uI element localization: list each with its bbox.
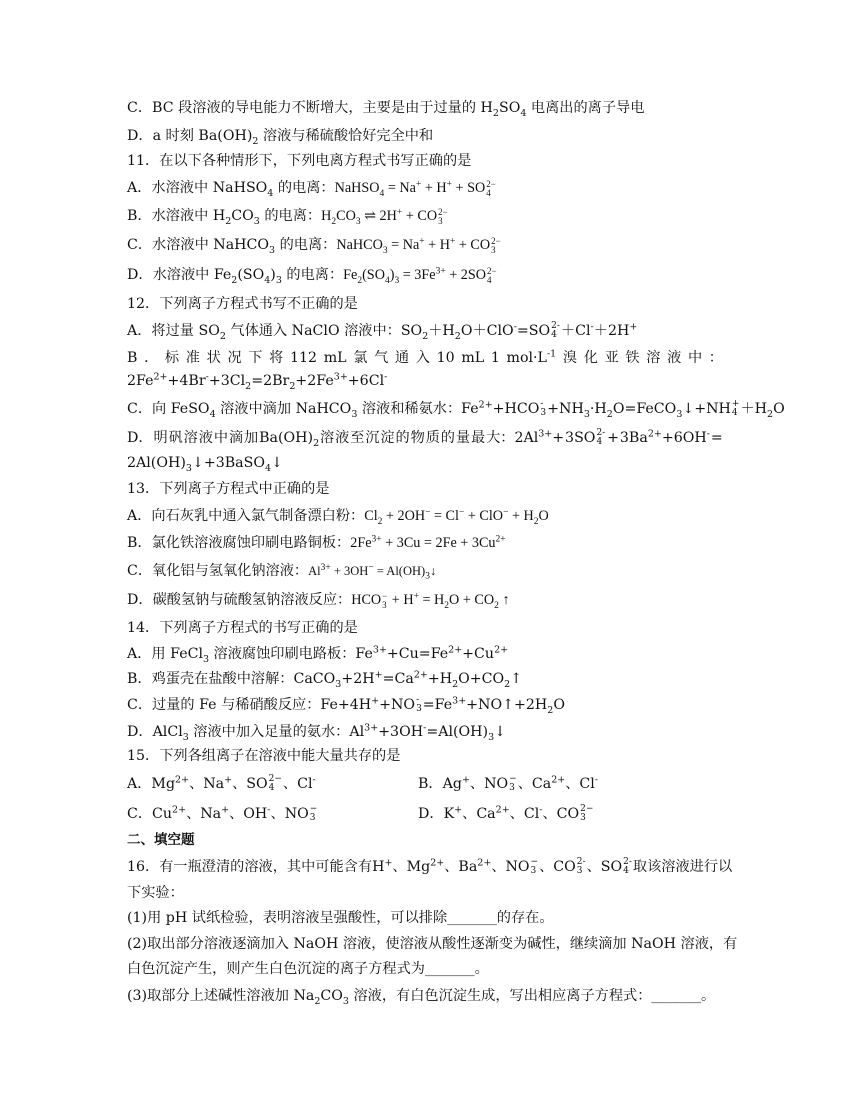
option-12c: C．向 FeSO$_4$ 溶液中滴加 NaHCO$_3$ 溶液和稀氨水：$Fe^{2+}+HCO$ - 3 $+NH_3\cdot H_2O=FeCO_3↓+NH$ + 4 $+H_2O$ (127, 399, 785, 420)
options-15-row2 (127, 804, 723, 824)
option-12a: A．将过量 $SO_2$ 气体通入 NaClO 溶液中：$SO_2+H_2O+ClO^-=SO$ 2- 4 ＋Cl-＋2H+ (127, 321, 638, 342)
option-14c: C．过量的 Fe 与稀硝酸反应：Fe+4H++NO - 3 $=Fe^{3+}+NO↑+2H_2O$ (127, 695, 565, 716)
section-heading: 二、填空题 (127, 832, 195, 848)
option-15c: C．$Cu^{2+}$、Na+、OH-、NO − 3 (127, 804, 318, 823)
question-16-part1: (1)用 pH 试纸检验，表明溶液呈强酸性，可以排除_______的存在。 (127, 910, 554, 926)
question-16-stem-cont: 下实验： (127, 885, 184, 901)
question-15-stem: 15．下列各组离子在溶液中能大量共存的是 (127, 748, 401, 764)
option-14d: D．AlCl$_3$ 溶液中加入足量的氨水：$Al^{3+}+3OH^-=Al(OH)_3↓$ (127, 722, 506, 743)
option-10c (127, 98, 644, 118)
option-13d: D．碳酸氢钠与硫酸氢钠溶液反应：HCO − 3 + $H^+ = H_2O + CO_2$ ↑ (127, 590, 510, 611)
option-11d: D．水溶液中 $Fe_2(SO_4)_3$ 的电离：$Fe_2(SO_4)_3 = 3Fe^{3+} + 2SO$ 2− 4 (127, 265, 497, 286)
option-11c: C．水溶液中 NaHCO$_3$ 的电离：NaHCO$_3$ = Na+ + H+ + CO 2− 3 (127, 235, 501, 256)
text-line: C．BC 段溶液的导电能力不断增大，主要是由于过量的 $H_2SO_4$ 电离出的离子导电 (127, 100, 645, 119)
option-11a: A．水溶液中 NaHSO$_4$ 的电离：NaHSO$_4$ = Na+ + H+ + SO 2− 4 (127, 178, 496, 199)
option-13c: C．氧化铝与氢氧化钠溶液：$Al^{3+} + 3OH^-$ = $Al(OH)_3↓$ (127, 562, 437, 582)
question-16-part2-cont: 白色沉淀产生，则产生白色沉淀的离子方程式为_______。 (127, 961, 489, 977)
question-11-stem: 11．在以下各种情形下，下列电离方程式书写正确的是 (127, 153, 472, 169)
option-15d: D．K+、$Ca^{2+}$、Cl-、CO 2− 3 (418, 804, 594, 823)
option-12b: B ． 标 准 状 况 下 将 112 mL 氯 气 通 入 10 mL 1 $mol\cdot L^{-1}$ 溴 化 亚 铁 溶 液 中 ： (127, 348, 723, 366)
option-12d-equation: $2Al(OH)_3↓+3BaSO_4↓$ (127, 455, 283, 474)
option-14a: A．用 FeCl$_3$ 溶液腐蚀印刷电路板：$Fe^{3+}+Cu=Fe^{2+}+Cu^{2+}$ (127, 644, 509, 665)
question-12-stem: 12．下列离子方程式书写不正确的是 (127, 296, 358, 312)
option-12b-equation: $2Fe^{2+}+4Br^-+3Cl_2=2Br_2+2Fe^{3+}+6Cl^-$ (127, 371, 388, 392)
question-16-stem: 16．有一瓶澄清的溶液，其中可能含有 H+、$Mg^{2+}$、$Ba^{2+}$、NO − 3 、CO 2- 3 、SO 2- 4 取该溶液进行以 (127, 857, 733, 876)
question-14-stem: 14．下列离子方程式的书写正确的是 (127, 620, 358, 636)
option-13a: A．向石灰乳中通入氯气制备漂白粉：$Cl_2 + 2OH^- = Cl^- + ClO^- + H_2O$ (127, 507, 549, 527)
option-14b: B．鸡蛋壳在盐酸中溶解：$CaCO_3+2H^+=Ca^{2+}+H_2O+CO_2↑$ (127, 669, 523, 690)
options-15-row1 (127, 774, 723, 794)
option-12d: D． 明 矾 溶 液 中 滴 加 $Ba(OH)_2$ 溶 液 至 沉 淀 的 物 质 的 量 最 大：$2Al^{3+}+$ 3SO 2- 4 + $3Ba^{2+}+6OH^-$ = (127, 428, 723, 449)
question-16-part2: (2)取出部分溶液逐滴加入 NaOH 溶液，使溶液从酸性逐渐变为碱性，继续滴加 NaOH 溶液，有 (127, 936, 738, 952)
option-10d: D．a 时刻 $Ba(OH)_2$ 溶液与稀硫酸恰好完全中和 (127, 128, 434, 147)
option-15b: B．Ag+、NO − 3 、$Ca^{2+}$、Cl- (418, 774, 599, 793)
question-13-stem: 13．下列离子方程式中正确的是 (127, 481, 330, 497)
option-13b: B．氯化铁溶液腐蚀印刷电路铜板：$2Fe^{3+} + 3Cu = 2Fe + 3Cu^{2+}$ (127, 534, 506, 551)
option-11b: B．水溶液中 $H_2CO_3$ 的电离：$H_2CO_3$ ⇌ 2H+ + CO 2− 3 (127, 206, 448, 227)
option-15a: A．$Mg^{2+}$、Na+、SO 2− 4 、Cl- (127, 774, 316, 793)
question-16-part3: (3)取部分上述碱性溶液加 $Na_2CO_3$ 溶液，有白色沉淀生成，写出相应离子方程式：_______。 (127, 988, 716, 1007)
